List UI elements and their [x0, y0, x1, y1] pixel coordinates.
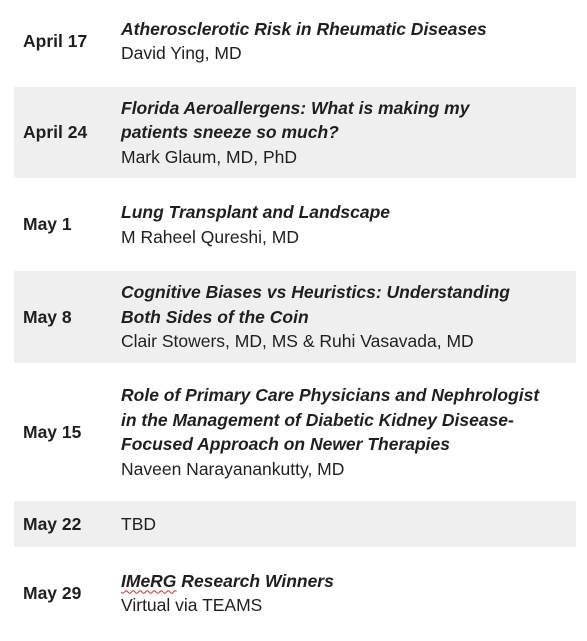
schedule-row-may-29 — [14, 547, 576, 639]
row-date: April 17 — [23, 30, 88, 51]
talk-title — [121, 569, 566, 594]
talk-title: Role of Primary Care Physicians and Nephrologist in the Management of Diabetic Kidney Disease-Focused Approach on Newer Therapies — [121, 385, 540, 454]
talk-title: Cognitive Biases vs Heuristics: Understanding Both Sides of the Coin — [121, 282, 510, 327]
row-date: May 29 — [23, 582, 82, 603]
row-date: May 8 — [23, 306, 72, 327]
schedule-row-may-1 — [14, 178, 576, 271]
schedule-row-may-8 — [14, 271, 576, 363]
schedule-table — [14, 0, 576, 639]
schedule-row-april-17 — [14, 0, 576, 82]
row-date: May 15 — [23, 421, 82, 442]
speaker-name: TBD — [121, 513, 156, 534]
row-info — [121, 512, 576, 537]
row-date: May 1 — [23, 214, 72, 234]
talk-title: Atherosclerotic Risk in Rheumatic Diseases — [121, 18, 487, 39]
speaker-name: David Ying, MD — [121, 43, 242, 63]
speaker-name: Naveen Narayanankutty, MD — [121, 458, 345, 479]
speaker-name: Mark Glaum, MD, PhD — [121, 146, 297, 167]
row-info — [121, 200, 576, 249]
talk-title: Lung Transplant and Landscape — [121, 202, 391, 222]
speaker-name: Virtual via TEAMS — [121, 595, 263, 615]
row-info — [121, 383, 576, 481]
row-info — [121, 96, 576, 170]
row-date: April 24 — [23, 122, 88, 142]
talk-title: Florida Aeroallergens: What is making my patients sneeze so much? — [121, 97, 470, 143]
row-date: May 22 — [23, 513, 82, 534]
speaker-name: M Raheel Qureshi, MD — [121, 226, 299, 247]
schedule-row-april-24 — [14, 87, 576, 178]
speaker-name: Clair Stowers, MD, MS & Ruhi Vasavada, MD — [121, 331, 474, 352]
row-info — [121, 569, 576, 618]
row-info — [121, 280, 576, 354]
schedule-row-may-15 — [14, 363, 576, 501]
talk-title-rest: Research Winners — [176, 570, 334, 591]
row-info — [121, 17, 576, 66]
schedule-row-may-22 — [14, 501, 576, 547]
spellcheck-flagged-word: IMeRG — [121, 570, 177, 591]
